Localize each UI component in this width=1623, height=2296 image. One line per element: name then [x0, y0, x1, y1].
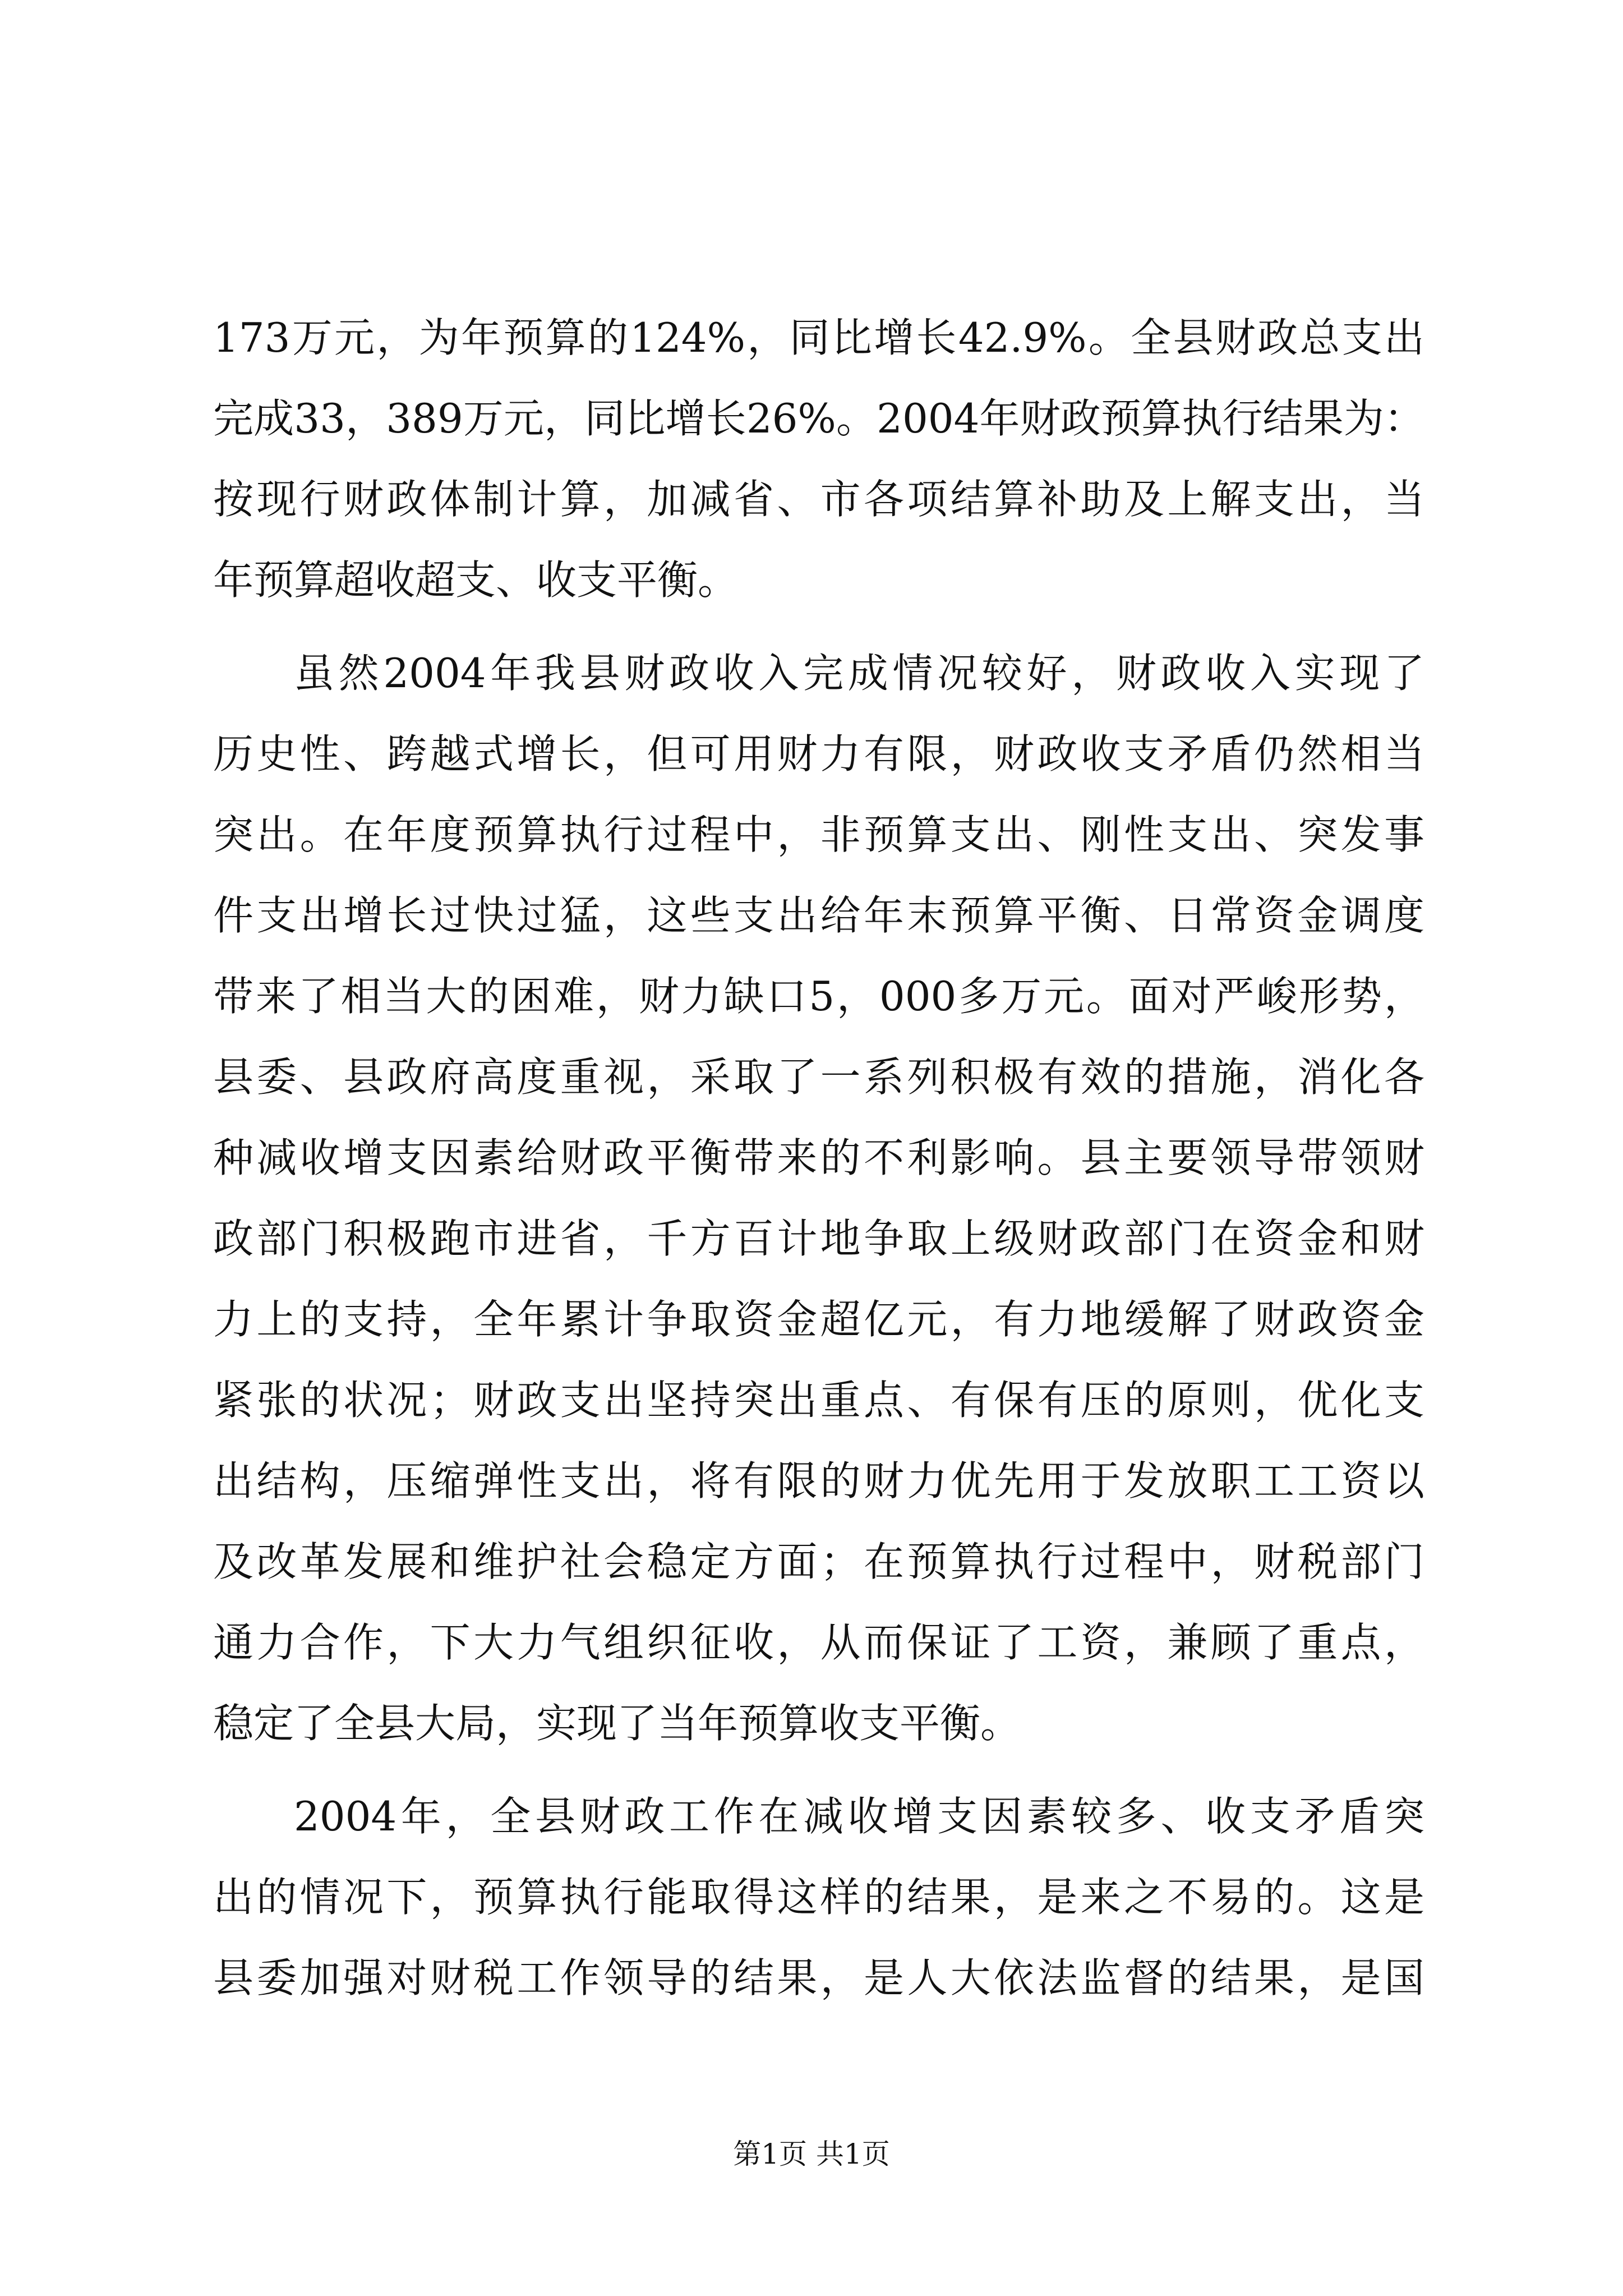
text-line: 稳定了全县大局，实现了当年预算收支平衡。	[213, 1700, 1021, 1747]
text-line: 2004年，全县财政工作在减收增支因素较多、收支矛盾突	[294, 1793, 1424, 1840]
text-line: 通力合作，下大力气组织征收，从而保证了工资，兼顾了重点，	[213, 1619, 1424, 1666]
text-line: 突出。在年度预算执行过程中，非预算支出、刚性支出、突发事	[213, 811, 1424, 858]
text-line: 出结构，压缩弹性支出，将有限的财力优先用于发放职工工资以	[213, 1457, 1424, 1504]
text-line: 种减收增支因素给财政平衡带来的不利影响。县主要领导带领财	[213, 1134, 1424, 1181]
text-line: 按现行财政体制计算，加减省、市各项结算补助及上解支出，当	[213, 476, 1424, 523]
text-line: 及改革发展和维护社会稳定方面；在预算执行过程中，财税部门	[213, 1538, 1424, 1585]
text-line: 政部门积极跑市进省，千方百计地争取上级财政部门在资金和财	[213, 1215, 1424, 1262]
paragraph-2	[213, 633, 1424, 1764]
text-line: 虽然2004年我县财政收入完成情况较好，财政收入实现了	[294, 650, 1424, 697]
text-line: 县委加强对财税工作领导的结果，是人大依法监督的结果，是国	[213, 1954, 1424, 2001]
document-body	[213, 297, 1424, 2031]
text-line: 173万元，为年预算的124%，同比增长42.9%。全县财政总支出	[213, 314, 1424, 361]
paragraph-3	[213, 1776, 1424, 2018]
text-line: 历史性、跨越式增长，但可用财力有限，财政收支矛盾仍然相当	[213, 730, 1424, 777]
text-line: 县委、县政府高度重视，采取了一系列积极有效的措施，消化各	[213, 1053, 1424, 1101]
paragraph-1	[213, 297, 1424, 620]
text-line: 年预算超收超支、收支平衡。	[213, 556, 739, 604]
text-line: 件支出增长过快过猛，这些支出给年末预算平衡、日常资金调度	[213, 892, 1424, 939]
text-line: 力上的支持，全年累计争取资金超亿元，有力地缓解了财政资金	[213, 1296, 1424, 1343]
text-line: 出的情况下，预算执行能取得这样的结果，是来之不易的。这是	[213, 1874, 1424, 1921]
page-footer: 第1页 共1页	[733, 2138, 890, 2170]
text-line: 完成33，389万元，同比增长26%。2004年财政预算执行结果为：	[213, 395, 1424, 442]
text-line: 带来了相当大的困难，财力缺口5，000多万元。面对严峻形势，	[213, 973, 1424, 1020]
text-line: 紧张的状况；财政支出坚持突出重点、有保有压的原则，优化支	[213, 1377, 1424, 1424]
